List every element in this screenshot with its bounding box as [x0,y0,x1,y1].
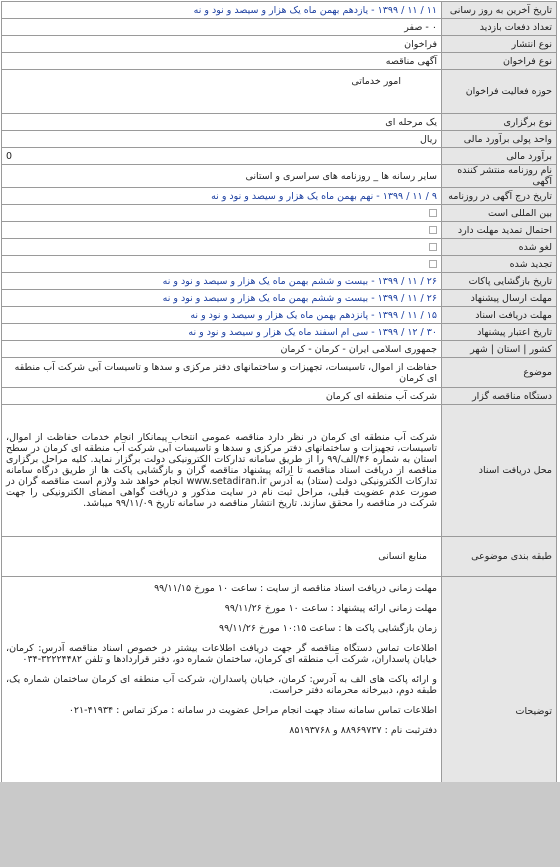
label-organizer: دستگاه مناقصه گزار [442,388,557,405]
label-renewed: تجدید شده [442,256,557,273]
label-news-date: تاریخ درج آگهی در روزنامه [442,188,557,205]
label-call-type: نوع فراخوان [442,53,557,70]
tender-info-table [1,1,557,782]
value-international [2,205,442,222]
value-doc-deadline: ۱۵ / ۱۱ / ۱۳۹۹ - پانزدهم بهمن ماه یک هزار و سیصد و نود و نه [2,307,442,324]
note-line: زمان بازگشایی پاکت ها : ساعت ۱۰:۱۵ مورخ ۹۹/۱۱/۲۶ [218,623,437,634]
label-international: بین المللی است [442,205,557,222]
label-last-update: تاریخ آخرین به روز رسانی [442,2,557,19]
row-extension [2,222,557,239]
value-submit-deadline: ۲۶ / ۱۱ / ۱۳۹۹ - بیست و ششم بهمن ماه یک هزار و سیصد و نود و نه [2,290,442,307]
row-international [2,205,557,222]
row-currency [2,131,557,148]
label-cancelled: لغو شده [442,239,557,256]
row-doc-place [2,405,557,537]
row-cancelled [2,239,557,256]
value-activity-area: امور خدماتی [2,70,442,114]
label-currency: واحد پولی برآورد مالی [442,131,557,148]
label-activity-area: حوزه فعالیت فراخوان [442,70,557,114]
extension-checkbox [429,226,437,234]
row-activity-area [2,70,557,114]
value-cancelled [2,239,442,256]
value-estimate: 0 [2,148,442,165]
note-line: و ارائه پاکت های الف به آدرس: کرمان، خیابان پاسداران، شرکت آب منطقه ای کرمان ساختمان شماره یک، طبقه دوم، دبیرخانه محرمانه دفتر حراست. [6,674,437,696]
label-location: کشور | استان | شهر [442,341,557,358]
value-validity: ۳۰ / ۱۲ / ۱۳۹۹ - سی ام اسفند ماه یک هزار و سیصد و نود و نه [2,324,442,341]
label-notes: توضیحات [442,577,557,783]
label-newspaper: نام روزنامه منتشر کننده آگهی [442,165,557,188]
label-doc-place: محل دریافت اسناد [442,405,557,537]
row-last-update [2,2,557,19]
value-location: جمهوری اسلامی ایران - کرمان - کرمان [2,341,442,358]
cancelled-checkbox [429,243,437,251]
label-subject: موضوع [442,358,557,388]
value-renewed [2,256,442,273]
value-currency: ریال [2,131,442,148]
row-call-type [2,53,557,70]
page-bottom-band [0,782,560,867]
row-publish-type [2,36,557,53]
value-last-update: ۱۱ / ۱۱ / ۱۳۹۹ - یازدهم بهمن ماه یک هزار و سیصد و نود و نه [2,2,442,19]
row-validity [2,324,557,341]
label-doc-deadline: مهلت دریافت اسناد [442,307,557,324]
row-news-date [2,188,557,205]
value-holding-type: یک مرحله ای [2,114,442,131]
row-newspaper [2,165,557,188]
row-category [2,537,557,577]
value-call-type: آگهی مناقصه [2,53,442,70]
row-estimate [2,148,557,165]
value-extension [2,222,442,239]
value-publish-type: فراخوان [2,36,442,53]
note-line: اطلاعات تماس سامانه ستاد جهت انجام مراحل عضویت در سامانه : مرکز تماس : ۴۱۹۳۴-۰۲۱ [68,705,437,716]
value-category: منابع انسانی [2,537,442,577]
row-renewed [2,256,557,273]
value-newspaper: سایر رسانه ها _ روزنامه های سراسری و استانی [2,165,442,188]
value-subject: حفاظت از اموال، تاسیسات، تجهیزات و ساختمانهای دفتر مرکزی و سدها و تاسیسات آبی شرکت آب منطقه ای کرمان [2,358,442,388]
renewed-checkbox [429,260,437,268]
value-opening-date: ۲۶ / ۱۱ / ۱۳۹۹ - بیست و ششم بهمن ماه یک هزار و سیصد و نود و نه [2,273,442,290]
international-checkbox [429,209,437,217]
note-line: مهلت زمانی دریافت اسناد مناقصه از سایت : ساعت ۱۰ مورخ ۹۹/۱۱/۱۵ [154,583,437,594]
row-doc-deadline [2,307,557,324]
row-opening-date [2,273,557,290]
label-estimate: برآورد مالی [442,148,557,165]
label-submit-deadline: مهلت ارسال پیشنهاد [442,290,557,307]
note-line: مهلت زمانی ارائه پیشنهاد : ساعت ۱۰ مورخ ۹۹/۱۱/۲۶ [224,603,437,614]
row-location [2,341,557,358]
row-organizer [2,388,557,405]
row-subject [2,358,557,388]
label-holding-type: نوع برگزاری [442,114,557,131]
value-organizer: شرکت آب منطقه ای کرمان [2,388,442,405]
row-visit-count [2,19,557,36]
label-opening-date: تاریخ بازگشایی پاکات [442,273,557,290]
note-line: دفترثبت نام : ۸۸۹۶۹۷۳۷ و ۸۵۱۹۳۷۶۸ [289,725,437,736]
doc-place-text: شرکت آب منطقه ای کرمان در نظر دارد مناقصه عمومی انتخاب پیمانکار انجام خدمات حفاظت از اموال، تاسیسات، تجهیزات و ساختمانهای دفتر مرکزی و سدها و تاسیسات آبی شرکت آب منطقه ای کرمان در سطح استان به شماره ۴۶/الف/۹۹ را از طریق سامانه تدارکات الکترونیکی دولت برگزار نماید. کلیه مراحل برگزاری مناقصه از دریافت اسناد مناقصه تا ارائه پیشنهاد مناقصه گران و بازگشایی پاکت ها از طریق درگاه سامانه تدارکات الکترونیکی دولت (ستاد) به آدرس www.setadiran.ir انجام خواهد شد ولازم است مناقصه گران در صورت عدم عضویت قبلی، مراحل ثبت نام در سایت مذکور و دریافت گواهی امضای الکترونیکی را جهت شرکت در مناقصه را محقق سازند. تاریخ انتشار مناقصه در سامانه تاریخ ۹۹/۱۱/۰۹ میباشد. [6,432,437,509]
row-notes [2,577,557,783]
value-doc-place [2,405,442,537]
value-notes [2,577,442,783]
row-submit-deadline [2,290,557,307]
label-visit-count: تعداد دفعات بازدید [442,19,557,36]
label-extension: احتمال تمدید مهلت دارد [442,222,557,239]
label-publish-type: نوع انتشار [442,36,557,53]
value-visit-count: ۰ - صفر [2,19,442,36]
note-line: اطلاعات تماس دستگاه مناقصه گر جهت دریافت اطلاعات بیشتر در خصوص اسناد مناقصه آدرس: کرمان، خیابان پاسداران، شرکت آب منطقه ای کرمان، ساختمان شماره دو، دفتر قراردادها و تلفن ۳۲۲۲۴۴۸۲-۰۳۴ [6,643,437,665]
value-news-date: ۹ / ۱۱ / ۱۳۹۹ - نهم بهمن ماه یک هزار و سیصد و نود و نه [2,188,442,205]
row-holding-type [2,114,557,131]
label-category: طبقه بندی موضوعی [442,537,557,577]
label-validity: تاریخ اعتبار پیشنهاد [442,324,557,341]
